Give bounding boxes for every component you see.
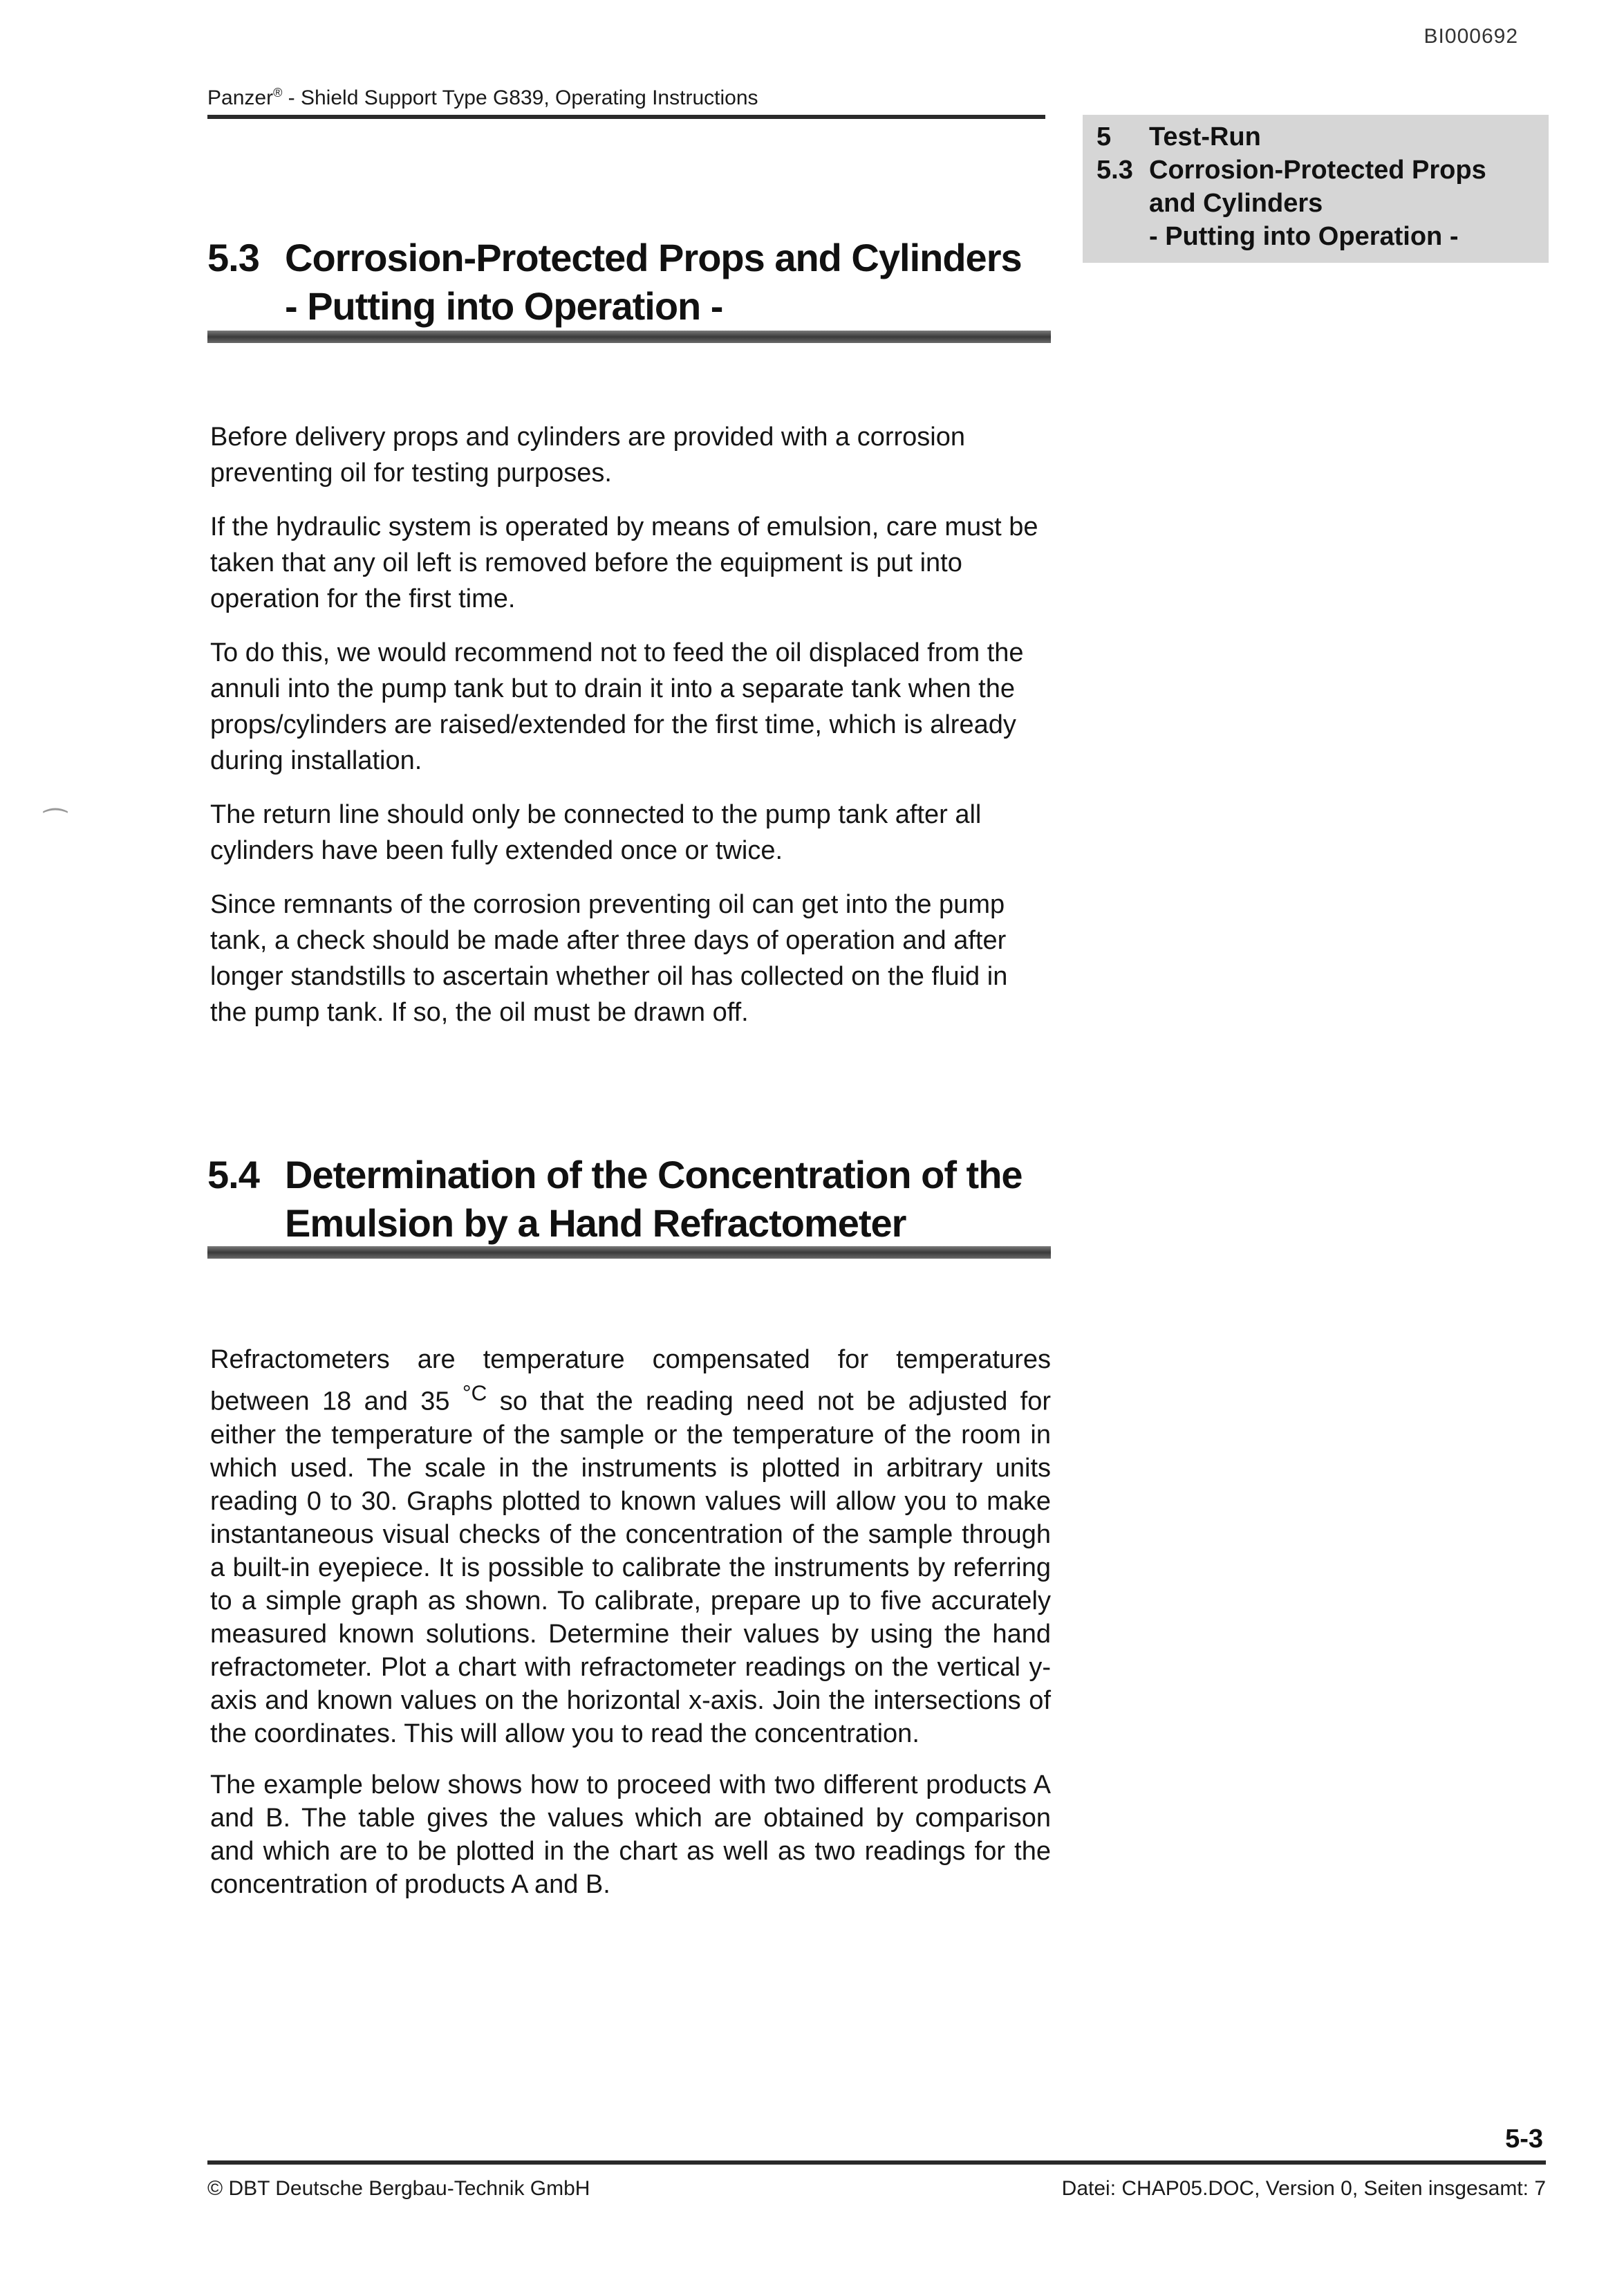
paragraph-text: Refractometers are temperature compensated for temperatures between 18 and 35 (210, 1345, 1051, 1416)
paragraph: The return line should only be connected to the pump tank after all cylinders have been fully extended once or twice. (210, 800, 982, 865)
sidebox-number (1096, 220, 1149, 253)
sidebox-row (1096, 187, 1323, 220)
paragraph: The example below shows how to proceed with two different products A and B. The table gives the values which are obtained by comparison and which are to be plotted in the chart as well as two readings for the concentration of products A and B. (210, 1770, 1051, 1899)
section-rule (207, 1246, 1051, 1259)
paragraph: Since remnants of the corrosion preventing oil can get into the pump tank, a check should be made after three days of operation and after longer standstills to ascertain whether oil has collected on the fluid in the pump tank. If so, the oil must be drawn off. (210, 890, 1008, 1027)
sidebox-row (1096, 220, 1458, 253)
sidebox-text: Corrosion-Protected Props (1149, 156, 1486, 185)
paragraph: If the hydraulic system is operated by means of emulsion, care must be taken that any oil left is removed before the equipment is put into operation for the first time. (210, 512, 1038, 613)
section-title-line1: Corrosion-Protected Props and Cylinders (285, 236, 1022, 279)
scan-artifact-mark: ⁀ (44, 810, 67, 840)
page-number: 5-3 (1505, 2124, 1543, 2154)
sidebox-text: and Cylinders (1149, 189, 1323, 218)
footer-file-info: Datei: CHAP05.DOC, Version 0, Seiten insgesamt: 7 (1061, 2177, 1546, 2200)
sidebox-number: 5.3 (1096, 156, 1133, 185)
paragraph-text: so that the reading need not be adjusted for either the temperature of the sample or the temperature of the room in which used. The scale in the instruments is plotted in arbitrary units reading 0 to 30. Graphs plotted to known values will allow you to make instantaneous visual checks of the concentration of the sample through a built-in eyepiece. It is possible to calibrate the instruments by referring to a simple graph as shown. To calibrate, prepare up to five accurately measured known solutions. Determine their values by using the hand refractometer. Plot a chart with refractometer readings on the vertical y-axis and known values on the horizontal x-axis. Join the intersections of the coordinates. This will allow you to read the concentration. (210, 1387, 1051, 1748)
chapter-sidebox (1083, 115, 1549, 263)
document-id: BI000692 (1423, 25, 1518, 48)
paragraph: To do this, we would recommend not to feed the oil displaced from the annuli into the pump tank but to drain it into a separate tank when the props/cylinders are raised/extended for the first time, which is already during installation. (210, 638, 1024, 775)
sidebox-text: Test-Run (1149, 122, 1261, 151)
unit-degree-celsius: °C (462, 1380, 487, 1405)
registered-mark: ® (273, 86, 283, 100)
paragraph (210, 1343, 1051, 1750)
sidebox-number: 5 (1096, 122, 1112, 151)
sidebox-text: - Putting into Operation - (1149, 222, 1459, 251)
section-title-line1: Determination of the Concentration of the (285, 1153, 1023, 1196)
paragraph: Before delivery props and cylinders are provided with a corrosion preventing oil for testing purposes. (210, 423, 965, 488)
sidebox-number (1096, 187, 1149, 220)
footer-copyright: © DBT Deutsche Bergbau-Technik GmbH (207, 2177, 590, 2200)
section-rule (207, 331, 1051, 343)
sidebox-row (1096, 154, 1486, 187)
header-title: - Shield Support Type G839, Operating Instructions (282, 86, 758, 109)
section-number: 5.3 (207, 236, 259, 279)
section-title-line2: - Putting into Operation - (285, 284, 723, 328)
sidebox-row (1096, 120, 1261, 154)
header-brand: Panzer (207, 86, 274, 109)
section-5-4-heading (207, 1151, 1023, 1248)
section-5-3-heading (207, 234, 1022, 331)
section-5-4-body (210, 1343, 1051, 1919)
header-rule (207, 115, 1045, 119)
section-title-line2: Emulsion by a Hand Refractometer (285, 1201, 906, 1245)
section-5-3-body (210, 419, 1051, 1048)
section-number: 5.4 (207, 1153, 259, 1196)
footer-rule (207, 2160, 1546, 2165)
running-header (207, 86, 758, 110)
